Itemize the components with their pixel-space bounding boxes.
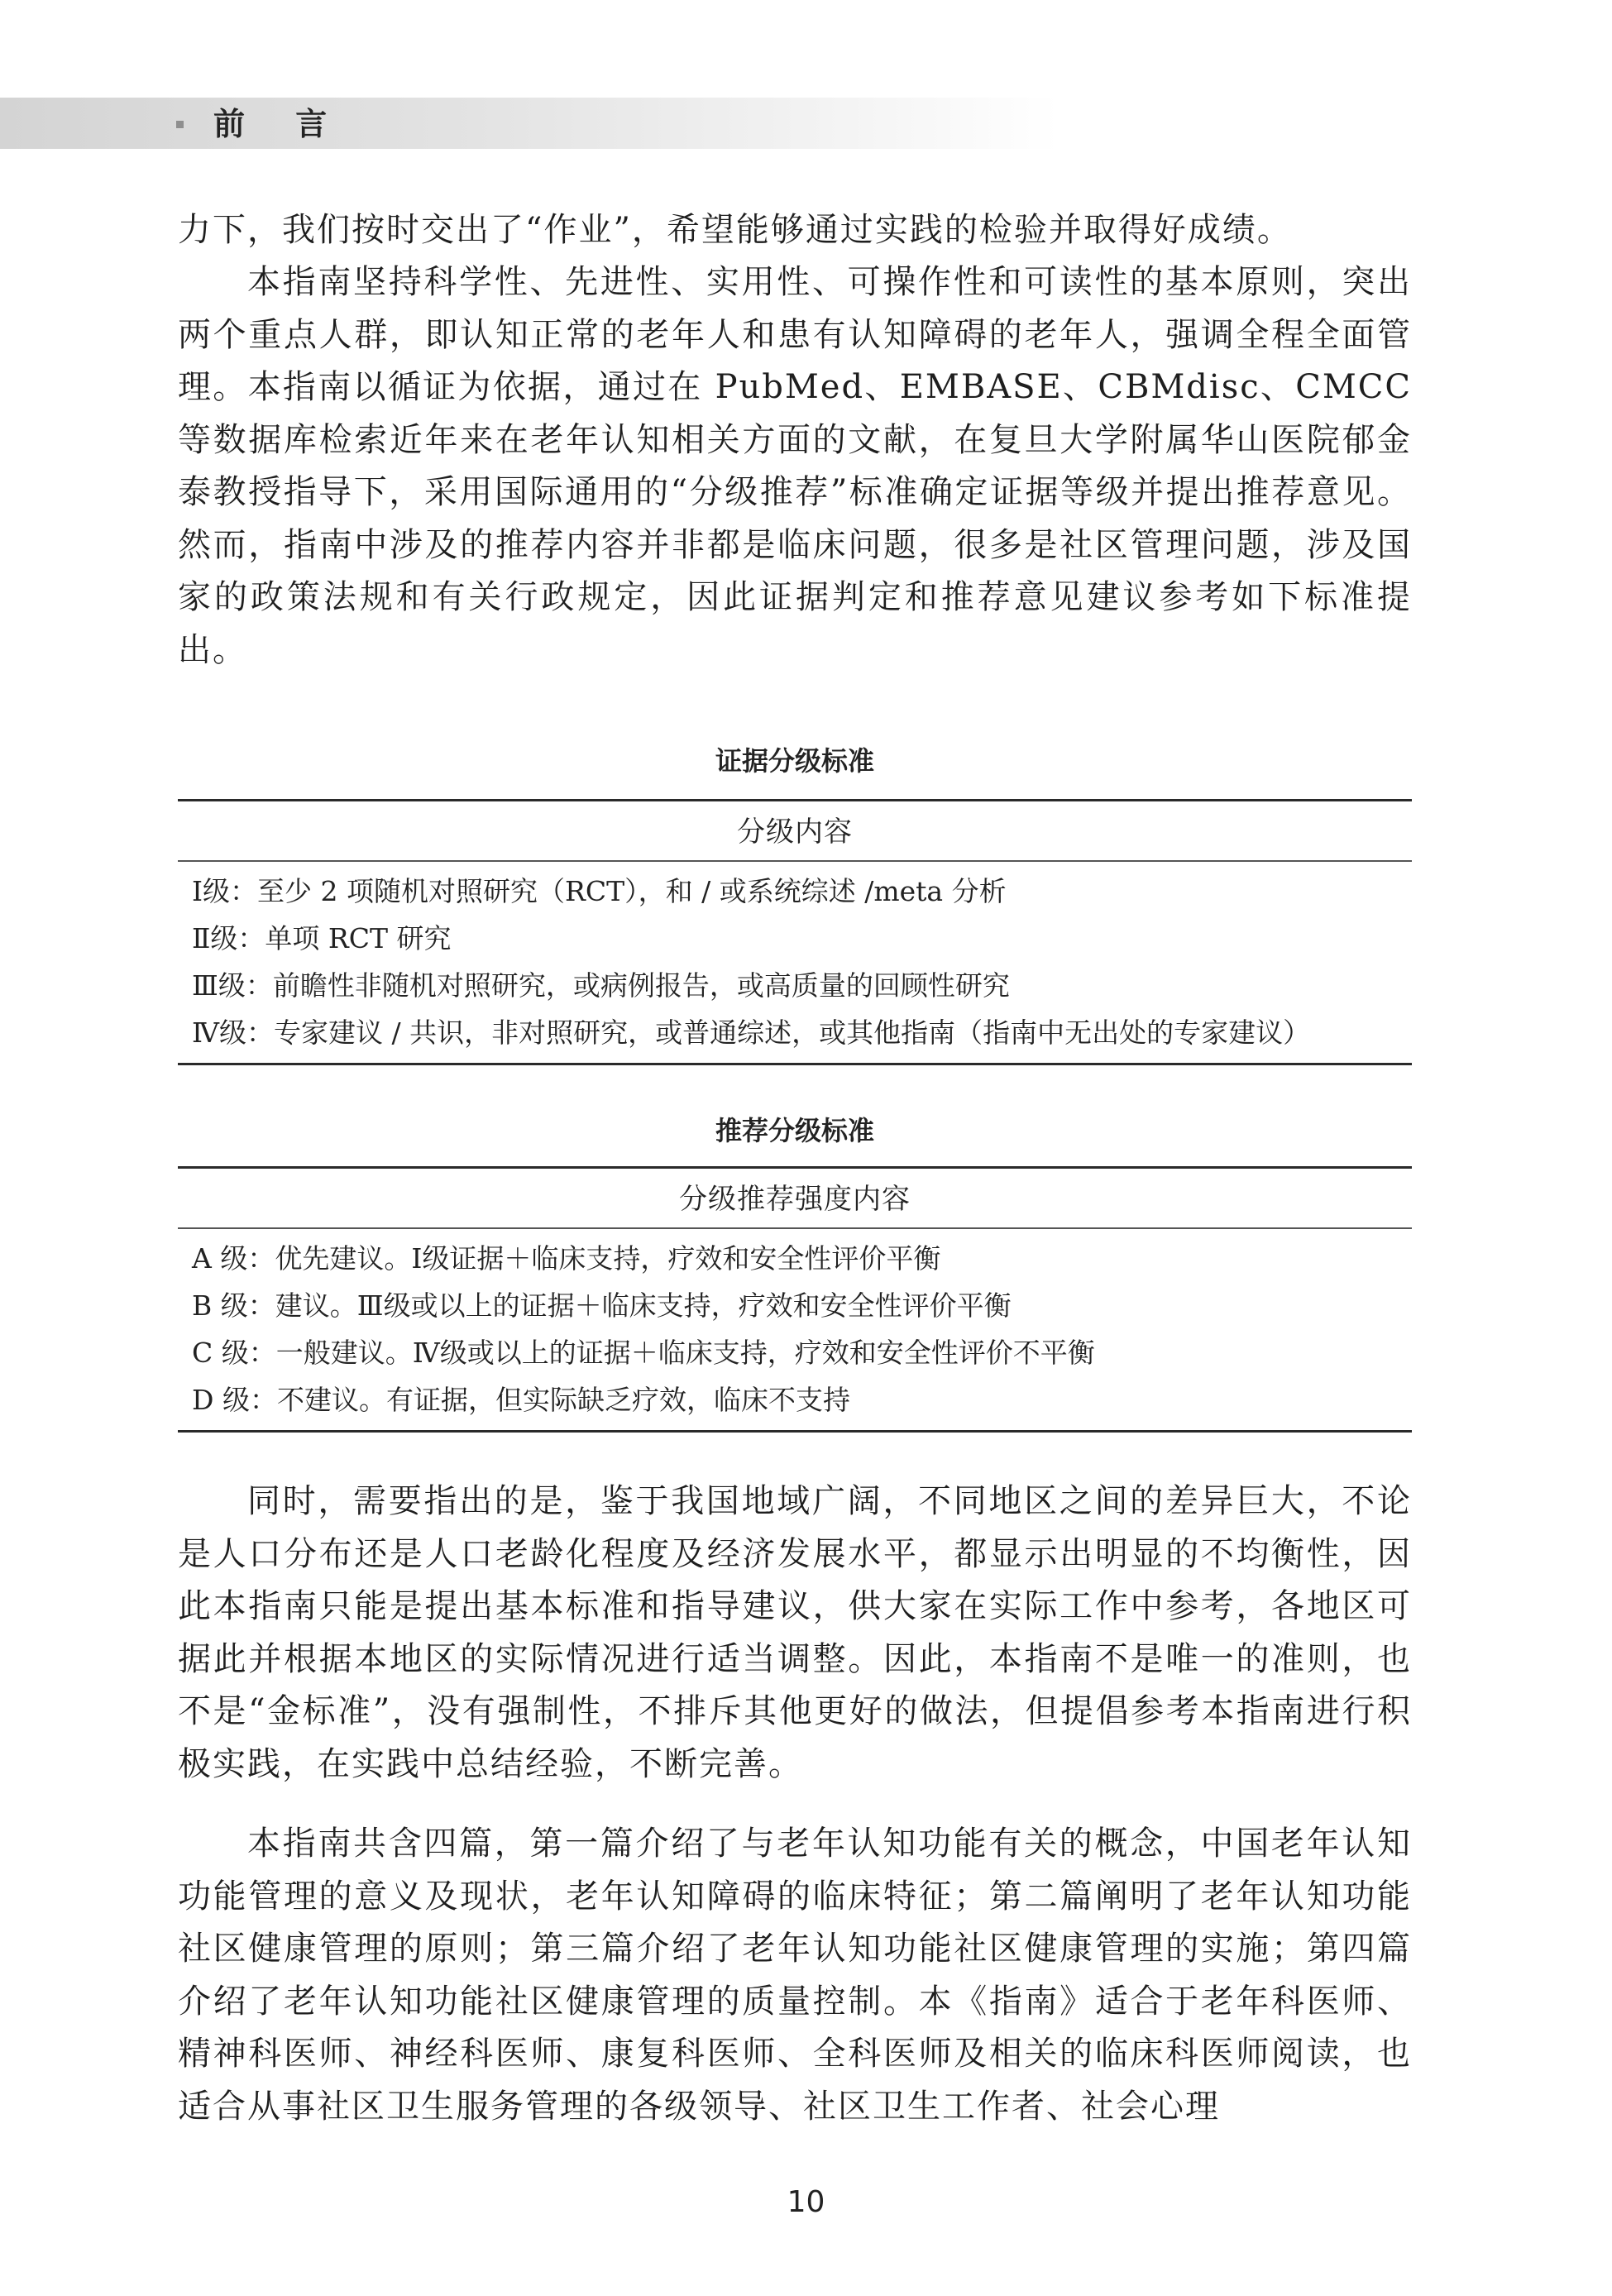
paragraph-principles: 本指南坚持科学性、先进性、实用性、可操作性和可读性的基本原则，突出两个重点人群，即认知正常的老年人和患有认知障碍的老年人，强调全程全面管理。本指南以循证为依据，通过在 PubMed、EMBASE、CBMdisc、CMCC 等数据库检索近年来在老年认知相关方面的文献，在复旦大学附属华山医院郁金泰教授指导下，采用国际通用的“分级推荐”标准确定证据等级并提出推荐意见。然而，指南中涉及的推荐内容并非都是临床问题，很多是社区管理问题，涉及国家的政策法规和有关行政规定，因此证据判定和推荐意见建议参考如下标准提出。 [178, 263, 1412, 669]
recommendation-table-row: C 级：一般建议。Ⅳ级或以上的证据＋临床支持，疗效和安全性评价不平衡 [192, 1337, 1095, 1369]
recommendation-table-row: A 级：优先建议。Ⅰ级证据＋临床支持，疗效和安全性评价平衡 [192, 1242, 941, 1275]
recommendation-table-top-rule [178, 1166, 1412, 1169]
section-title: 前 言 [213, 106, 347, 142]
recommendation-table-title: 推荐分级标准 [715, 1115, 874, 1146]
evidence-table-row: Ⅱ级：单项 RCT 研究 [192, 922, 452, 954]
page-number: 10 [787, 2185, 825, 2219]
evidence-table-title: 证据分级标准 [715, 745, 874, 777]
paragraph-continuation: 力下，我们按时交出了“作业”，希望能够通过实践的检验并取得好成绩。 [178, 211, 1292, 249]
evidence-table-row: Ⅲ级：前瞻性非随机对照研究，或病例报告，或高质量的回顾性研究 [192, 969, 1010, 1002]
evidence-table-row: Ⅳ级：专家建议 / 共识，非对照研究，或普通综述，或其他指南（指南中无出处的专家建议） [192, 1016, 1311, 1049]
paragraph-guide-structure: 本指南共含四篇，第一篇介绍了与老年认知功能有关的概念，中国老年认知功能管理的意义及现状，老年认知障碍的临床特征；第二篇阐明了老年认知功能社区健康管理的原则；第三篇介绍了老年认知功能社区健康管理的实施；第四篇介绍了老年认知功能社区健康管理的质量控制。本《指南》适合于老年科医师、精神科医师、神经科医师、康复科医师、全科医师及相关的临床科医师阅读，也适合从事社区卫生服务管理的各级领导、社区卫生工作者、社会心理 [178, 1825, 1412, 2126]
running-header-band [0, 98, 1059, 149]
recommendation-table-header-rule [178, 1227, 1412, 1229]
recommendation-table-header: 分级推荐强度内容 [679, 1183, 911, 1216]
evidence-table-row: Ⅰ级：至少 2 项随机对照研究（RCT），和 / 或系统综述 /meta 分析 [192, 875, 1007, 907]
evidence-table-top-rule [178, 799, 1412, 801]
paragraph-regional-differences: 同时，需要指出的是，鉴于我国地域广阔，不同地区之间的差异巨大，不论是人口分布还是人口老龄化程度及经济发展水平，都显示出明显的不均衡性，因此本指南只能是提出基本标准和指导建议，供大家在实际工作中参考，各地区可据此并根据本地区的实际情况进行适当调整。因此，本指南不是唯一的准则，也不是“金标准”，没有强制性，不排斥其他更好的做法，但提倡参考本指南进行积极实践，在实践中总结经验，不断完善。 [178, 1482, 1412, 1783]
recommendation-table-bottom-rule [178, 1430, 1412, 1433]
header-bullet-icon [176, 121, 184, 128]
recommendation-table-row: D 级：不建议。有证据，但实际缺乏疗效，临床不支持 [192, 1384, 850, 1416]
evidence-table-header-rule [178, 860, 1412, 862]
recommendation-table-row: B 级：建议。Ⅲ级或以上的证据＋临床支持，疗效和安全性评价平衡 [192, 1289, 1012, 1322]
evidence-table-header: 分级内容 [737, 816, 853, 849]
evidence-table-bottom-rule [178, 1063, 1412, 1065]
